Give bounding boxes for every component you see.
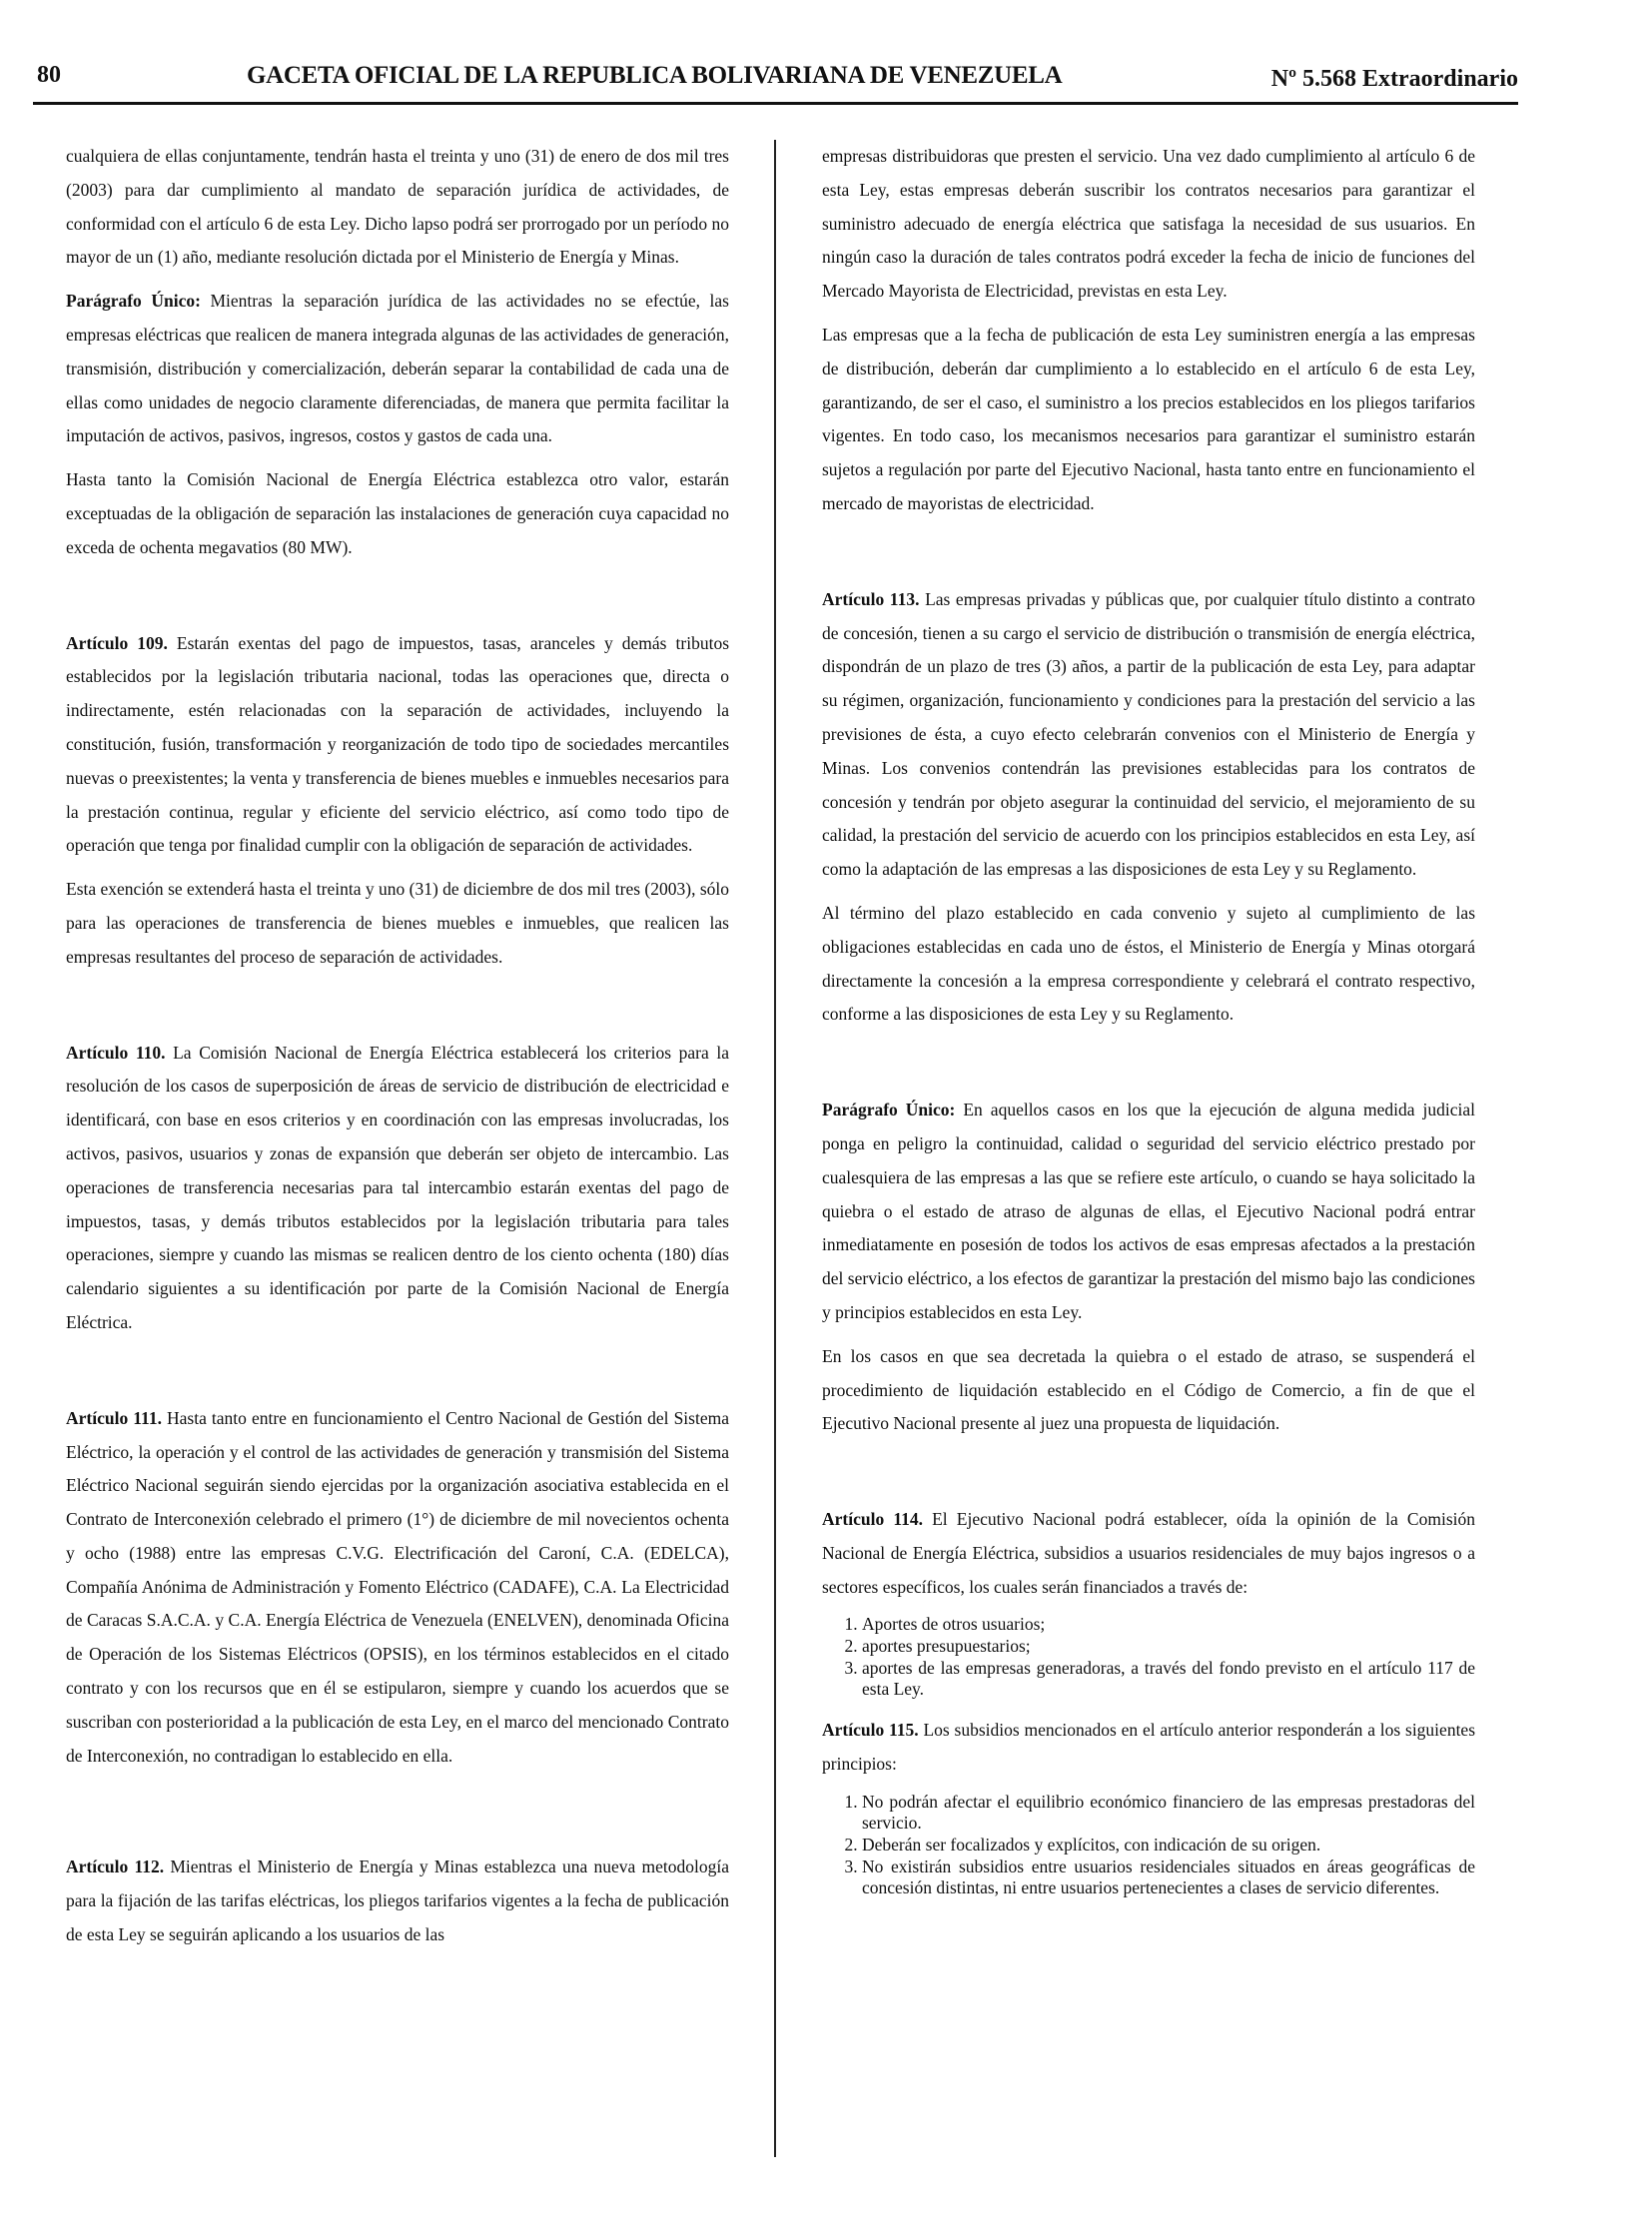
list-item: 1. Aportes de otros usuarios; bbox=[862, 1614, 1475, 1635]
paragrafo-unico-label: Parágrafo Único: bbox=[66, 291, 201, 312]
paragraph bbox=[66, 285, 729, 453]
right-column bbox=[822, 140, 1475, 1912]
article-text: Los subsidios mencionados en el artículo anterior responderán a los siguientes principios: bbox=[822, 1720, 1476, 1775]
article-label: Artículo 115. bbox=[822, 1720, 919, 1741]
article-115-list bbox=[822, 1792, 1475, 1898]
list-item: 2. aportes presupuestarios; bbox=[862, 1636, 1475, 1657]
paragraph: Las empresas que a la fecha de publicación de esta Ley suministren energía a las empresas de distribución, deberán dar cumplimiento a lo establecido en el artículo 6 de esta Ley, garantizando, de ser el caso, el suministro a los precios establecidos en los pliegos tarifarios vigentes. En todo caso, los mecanismos necesarios para garantizar el suministro estarán sujetos a regulación por parte del Ejecutivo Nacional, hasta tanto entre en funcionamiento el mercado de mayoristas de electricidad. bbox=[822, 324, 1475, 513]
article-text: Mientras el Ministerio de Energía y Minas establezca una nueva metodología para la fijación de las tarifas eléctricas, los pliegos tarifarios vigentes a la fecha de publicación de esta Ley se seguirán aplicando a los usuarios de las bbox=[66, 1856, 729, 1945]
article-text: El Ejecutivo Nacional podrá establecer, oída la opinión de la Comisión Nacional de Energía Eléctrica, subsidios a usuarios residenciales de muy bajos ingresos o a sectores específicos, los cuales serán financiados a través de: bbox=[822, 1509, 1475, 1597]
article-text: Estarán exentas del pago de impuestos, tasas, aranceles y demás tributos establecidos por la legislación tributaria nacional, todas las operaciones que, directa o indirectamente, estén relacionadas con la separación de actividades, incluyendo la constitución, fusión, transformación y reorganización de todo tipo de sociedades mercantiles nuevas o preexistentes; la venta y transferencia de bienes muebles e inmuebles necesarios para la prestación continua, regular y eficiente del servicio eléctrico, así como todo tipo de operación que tenga por finalidad cumplir con la obligación de separación de actividades. bbox=[66, 632, 729, 856]
paragraph: En los casos en que sea decretada la quiebra o el estado de atraso, se suspenderá el procedimiento de liquidación establecido en el Código de Comercio, a fin de que el Ejecutivo Nacional presente al juez una propuesta de liquidación. bbox=[822, 1345, 1475, 1434]
paragraph: empresas distribuidoras que presten el servicio. Una vez dado cumplimiento al artículo 6 de esta Ley, estas empresas deberán suscribir los contratos necesarios para garantizar el suministro adecuado de energía eléctrica que satisfaga la necesidad de sus usuarios. En ningún caso la duración de tales contratos podrá exceder la fecha de inicio de funciones del Mercado Mayorista de Electricidad, previstas en esta Ley. bbox=[822, 146, 1475, 302]
list-item: 3. aportes de las empresas generadoras, a través del fondo previsto en el artículo 117 de esta Ley. bbox=[862, 1658, 1475, 1700]
article-114 bbox=[822, 1503, 1475, 1604]
paragraph-text: En aquellos casos en los que la ejecución de alguna medida judicial ponga en peligro la continuidad, calidad o seguridad del servicio eléctrico prestado por cualesquiera de las empresas a las que se refiere este artículo, o cuando se haya solicitado la quiebra o el estado de atraso de algunas de ellas, el Ejecutivo Nacional podrá entrar inmediatamente en posesión de todos los activos de esas empresas afectados a la prestación del servicio eléctrico, a los efectos de garantizar la prestación del mismo bajo las condiciones y principios establecidos en esta Ley. bbox=[822, 1100, 1475, 1322]
page-header bbox=[33, 62, 1518, 105]
article-text: Las empresas privadas y públicas que, por cualquier título distinto a contrato de concesión, tienen a su cargo el servicio de distribución o transmisión de energía eléctrica, dispondrán de un plazo de tres (3) años, a partir de la publicación de esta Ley, para adaptar su régimen, organización, funcionamiento y condiciones para la prestación del servicio a las previsiones de ésta, a cuyo efecto celebrarán convenios con el Ministerio de Energía y Minas. Los convenios contendrán las previsiones establecidas para los contratos de concesión y tendrán por objeto asegurar la continuidad del servicio, el mejoramiento de su calidad, la prestación del servicio de acuerdo con los principios establecidos en esta Ley, así como la adaptación de las empresas a las disposiciones de esta Ley y su Reglamento. bbox=[822, 588, 1475, 880]
article-label: Artículo 109. bbox=[66, 632, 168, 653]
article-114-list bbox=[822, 1614, 1475, 1700]
article-text: La Comisión Nacional de Energía Eléctrica establecerá los criterios para la resolución de los casos de superposición de áreas de servicio de distribución de electricidad e identificará, con base en esos criterios y en coordinación con las empresas involucradas, los activos, pasivos, usuarios y zonas de expansión que deberán ser objeto de intercambio. Las operaciones de transferencia necesarias para tal intercambio estarán exentas del pago de impuestos, tasas, y demás tributos establecidos por la legislación tributaria para tales operaciones, siempre y cuando las mismas se realicen dentro de los ciento ochenta (180) días calendario siguientes a su identificación por parte de la Comisión Nacional de Energía Eléctrica. bbox=[66, 1042, 729, 1332]
paragrafo-unico-label: Parágrafo Único: bbox=[822, 1100, 956, 1120]
article-113 bbox=[822, 583, 1475, 887]
article-text: Hasta tanto entre en funcionamiento el Centro Nacional de Gestión del Sistema Eléctrico, la operación y el control de las actividades de generación y transmisión del Sistema Eléctrico Nacional seguirán siendo ejercidas por la organización asociativa establecida en el Contrato de Interconexión celebrado el primero (1°) de diciembre de mil novecientos ochenta y ocho (1988) entre las empresas C.V.G. Electrificación del Caroní, C.A. (EDELCA), Compañía Anónima de Administración y Fomento Eléctrico (CADAFE), C.A. La Electricidad de Caracas S.A.C.A. y C.A. Energía Eléctrica de Venezuela (ENELVEN), denominada Oficina de Operación de los Sistemas Eléctricos (OPSIS), en los términos establecidos en el citado contrato y con los recursos que en él se estipularon, siempre y cuando los acuerdos que se suscriban con posterioridad a la publicación de esta Ley, en el marco del mencionado Contrato de Interconexión, no contradigan lo establecido en ella. bbox=[66, 1407, 729, 1766]
left-column bbox=[66, 140, 729, 1962]
article-110 bbox=[66, 1037, 729, 1340]
paragraph: Hasta tanto la Comisión Nacional de Energía Eléctrica establezca otro valor, estarán exceptuadas de la obligación de separación las instalaciones de generación cuya capacidad no exceda de ochenta megavatios (80 MW). bbox=[66, 469, 729, 557]
list-item: 2. Deberán ser focalizados y explícitos, con indicación de su origen. bbox=[862, 1835, 1475, 1856]
article-111 bbox=[66, 1402, 729, 1774]
article-label: Artículo 111. bbox=[66, 1407, 162, 1428]
article-109 bbox=[66, 627, 729, 864]
list-item: 3. No existirán subsidios entre usuarios residenciales situados en áreas geográficas de concesión distintas, ni entre usuarios pertenecientes a clases de servicio diferentes. bbox=[862, 1856, 1475, 1898]
article-label: Artículo 113. bbox=[822, 588, 920, 609]
paragraph: Esta exención se extenderá hasta el treinta y uno (31) de diciembre de dos mil tres (2003), sólo para las operaciones de transferencia de bienes muebles e inmuebles, que realicen las empresas resultantes del proceso de separación de actividades. bbox=[66, 879, 729, 967]
article-label: Artículo 112. bbox=[66, 1856, 165, 1877]
paragrafo-unico bbox=[822, 1094, 1475, 1330]
article-115 bbox=[822, 1714, 1475, 1782]
gazette-title: GACETA OFICIAL DE LA REPUBLICA BOLIVARIANA DE VENEZUELA bbox=[247, 62, 1063, 89]
article-112 bbox=[66, 1851, 729, 1951]
page-number: 80 bbox=[37, 62, 61, 88]
article-label: Artículo 114. bbox=[822, 1509, 923, 1530]
article-label: Artículo 110. bbox=[66, 1042, 166, 1063]
paragraph: Al término del plazo establecido en cada convenio y sujeto al cumplimiento de las obligaciones establecidas en cada uno de éstos, el Ministerio de Energía y Minas otorgará directamente la concesión a la empresa correspondiente y celebrará el contrato respectivo, conforme a las disposiciones de esta Ley y su Reglamento. bbox=[822, 902, 1475, 1025]
list-item: 1. No podrán afectar el equilibrio económico financiero de las empresas prestadoras del servicio. bbox=[862, 1792, 1475, 1834]
paragraph-text: Mientras la separación jurídica de las actividades no se efectúe, las empresas eléctricas que realicen de manera integrada algunas de las actividades de generación, transmisión, distribución y comercialización, deberán separar la contabilidad de cada una de ellas como unidades de negocio claramente diferenciadas, de manera que permita facilitar la imputación de activos, pasivos, ingresos, costos y gastos de cada una. bbox=[66, 291, 729, 446]
paragraph: cualquiera de ellas conjuntamente, tendrán hasta el treinta y uno (31) de enero de dos mil tres (2003) para dar cumplimiento al mandato de separación jurídica de actividades, de conformidad con el artículo 6 de esta Ley. Dicho lapso podrá ser prorrogado por un período no mayor de un (1) año, mediante resolución dictada por el Ministerio de Energía y Minas. bbox=[66, 146, 729, 268]
issue-number: Nº 5.568 Extraordinario bbox=[1270, 66, 1518, 92]
column-divider bbox=[774, 140, 776, 2157]
